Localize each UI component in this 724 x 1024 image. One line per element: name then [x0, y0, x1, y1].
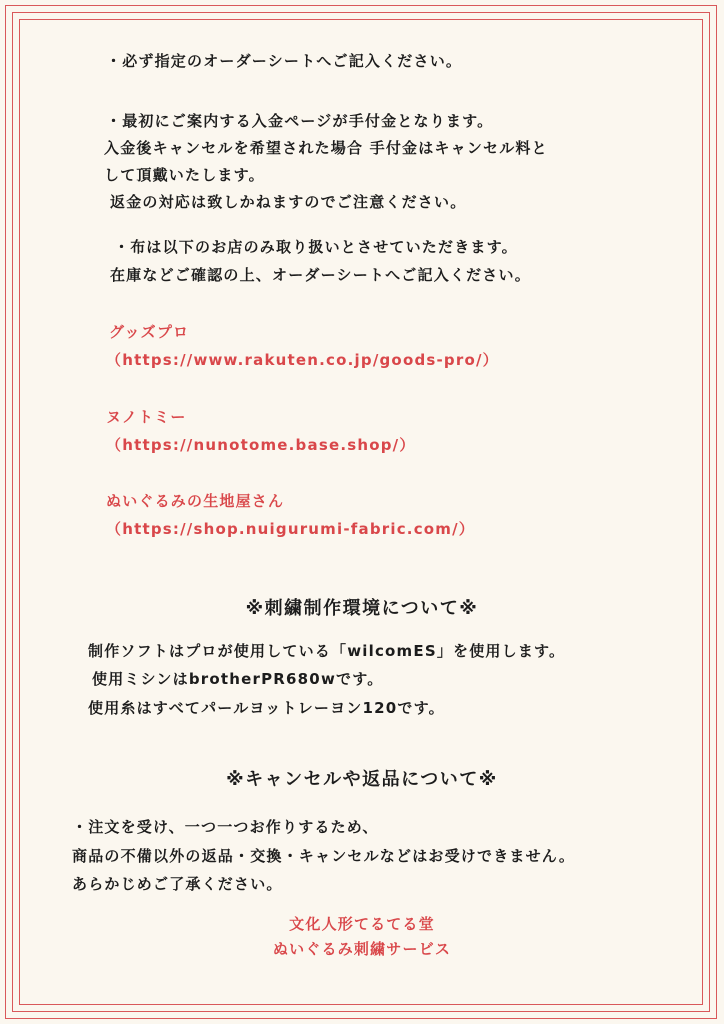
payment-note-line1: ・最初にご案内する入金ページが手付金となります。 — [106, 112, 494, 130]
footer-service-name: ぬいぐるみ刺繍サービス — [272, 940, 452, 958]
shop-url-nuigurumi-fabric[interactable]: （https://shop.nuigurumi-fabric.com/） — [106, 520, 475, 538]
environment-software: 制作ソフトはプロが使用している「wilcomES」を使用します。 — [88, 642, 566, 660]
shop-url-goodspro[interactable]: （https://www.rakuten.co.jp/goods-pro/） — [106, 351, 499, 369]
shop-name-nuigurumi-fabric: ぬいぐるみの生地屋さん — [106, 492, 285, 510]
shop-url-nunotomy[interactable]: （https://nunotome.base.shop/） — [106, 436, 416, 454]
shop-name-goodspro: グッズプロ — [109, 323, 190, 341]
cancel-note-line3: あらかじめご了承ください。 — [72, 875, 283, 893]
cancel-heading: ※キャンセルや返品について※ — [226, 769, 498, 790]
payment-note-line4: 返金の対応は致しかねますのでご注意ください。 — [110, 193, 467, 211]
footer-shop-name: 文化人形てるてる堂 — [289, 915, 435, 933]
environment-machine: 使用ミシンはbrotherPR680wです。 — [92, 670, 384, 688]
cancel-note-line2: 商品の不備以外の返品・交換・キャンセルなどはお受けできません。 — [72, 847, 576, 865]
payment-note-line2: 入金後キャンセルを希望された場合 手付金はキャンセル料と — [104, 139, 548, 157]
environment-thread: 使用糸はすべてパールヨットレーヨン120です。 — [88, 699, 445, 717]
shop-name-nunotomy: ヌノトミー — [106, 408, 187, 426]
payment-note-line3: して頂戴いたします。 — [104, 166, 265, 184]
fabric-note-line2: 在庫などご確認の上、オーダーシートへご記入ください。 — [110, 266, 531, 284]
order-sheet-note: ・必ず指定のオーダーシートへご記入ください。 — [106, 52, 463, 70]
cancel-note-line1: ・注文を受け、一つ一つお作りするため、 — [72, 818, 379, 836]
environment-heading: ※刺繍制作環境について※ — [245, 598, 479, 619]
fabric-note-line1: ・布は以下のお店のみ取り扱いとさせていただきます。 — [114, 238, 518, 256]
